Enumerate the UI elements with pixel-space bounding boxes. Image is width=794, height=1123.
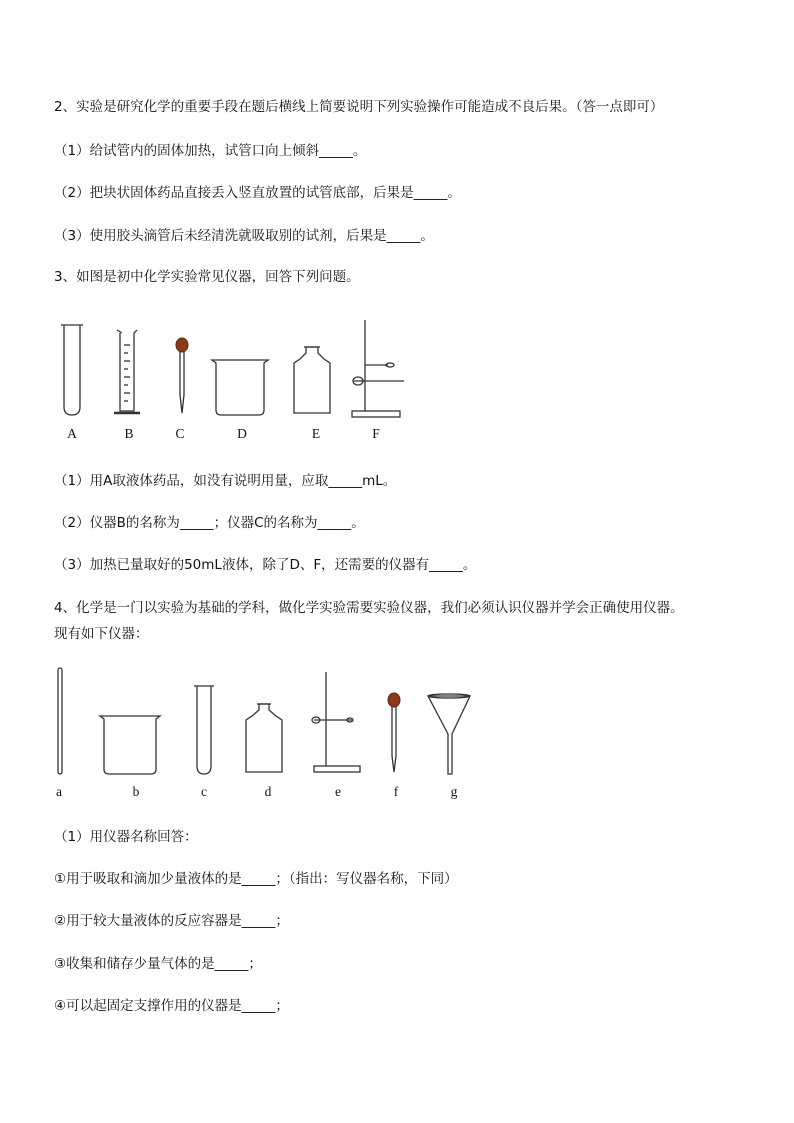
q4-stem-line1: 4、化学是一门以实验为基础的学科，做化学实验需要实验仪器，我们必须认识仪器并学会正确使用仪器。 (54, 600, 684, 616)
dropper-icon (392, 706, 396, 772)
q3-label-c: C (175, 426, 185, 441)
q2-item-3: （3）使用胶头滴管后未经清洗就吸取别的试剂，后果是_____。 (54, 228, 434, 244)
q3-label-e: E (311, 426, 321, 441)
test-tube-icon (61, 325, 83, 415)
q4-label-g: g (450, 784, 458, 799)
q4-item-2: ①用于吸取和滴加少量液体的是_____；（指出：写仪器名称，下同） (54, 871, 458, 887)
q3-label-b: B (124, 426, 134, 441)
beaker-icon (100, 716, 160, 774)
graduated-cylinder-icon (114, 330, 140, 413)
glass-rod-icon (58, 668, 62, 774)
q4-item-1: （1）用仪器名称回答： (54, 829, 198, 845)
q4-item-4: ③收集和储存少量气体的是_____； (54, 956, 262, 972)
q4-label-d: d (264, 784, 272, 799)
dropper-icon (180, 351, 184, 413)
q3-label-a: A (67, 426, 77, 441)
gas-bottle-icon (294, 347, 330, 413)
test-tube-icon (194, 686, 214, 774)
q2-stem: 2、实验是研究化学的重要手段在题后横线上简要说明下列实验操作可能造成不良后果。（答一点即可） (54, 99, 664, 115)
iron-stand-icon (312, 672, 360, 772)
funnel-icon (428, 694, 470, 774)
q4-label-e: e (335, 784, 341, 799)
q4-item-3: ②用于较大量液体的反应容器是_____； (54, 913, 289, 929)
q2-item-1: （1）给试管内的固体加热，试管口向上倾斜_____。 (54, 143, 367, 159)
q3-item-1: （1）用A取液体药品，如没有说明用量，应取_____mL。 (54, 473, 397, 489)
iron-stand-icon (352, 320, 404, 417)
q3-label-f: F (372, 426, 380, 441)
gas-bottle-icon (246, 704, 282, 772)
q4-label-b: b (132, 784, 140, 799)
q3-stem: 3、如图是初中化学实验常见仪器，回答下列问题。 (54, 269, 360, 285)
q3-item-3: （3）加热已量取好的50mL液体，除了D、F，还需要的仪器有_____。 (54, 557, 477, 573)
q4-label-a: a (56, 784, 62, 799)
q2-item-2: （2）把块状固体药品直接丢入竖直放置的试管底部，后果是_____。 (54, 185, 461, 201)
q3-apparatus-figure (54, 315, 424, 425)
q4-apparatus-figure (54, 664, 484, 779)
q4-label-c: c (201, 784, 207, 799)
beaker-icon (212, 360, 268, 415)
q4-item-5: ④可以起固定支撑作用的仪器是_____； (54, 998, 289, 1014)
q4-label-f: f (393, 784, 399, 799)
q3-label-d: D (237, 426, 247, 441)
q3-item-2: （2）仪器B的名称为_____；仪器C的名称为_____。 (54, 515, 365, 531)
q4-stem-line2: 现有如下仪器： (54, 626, 149, 642)
